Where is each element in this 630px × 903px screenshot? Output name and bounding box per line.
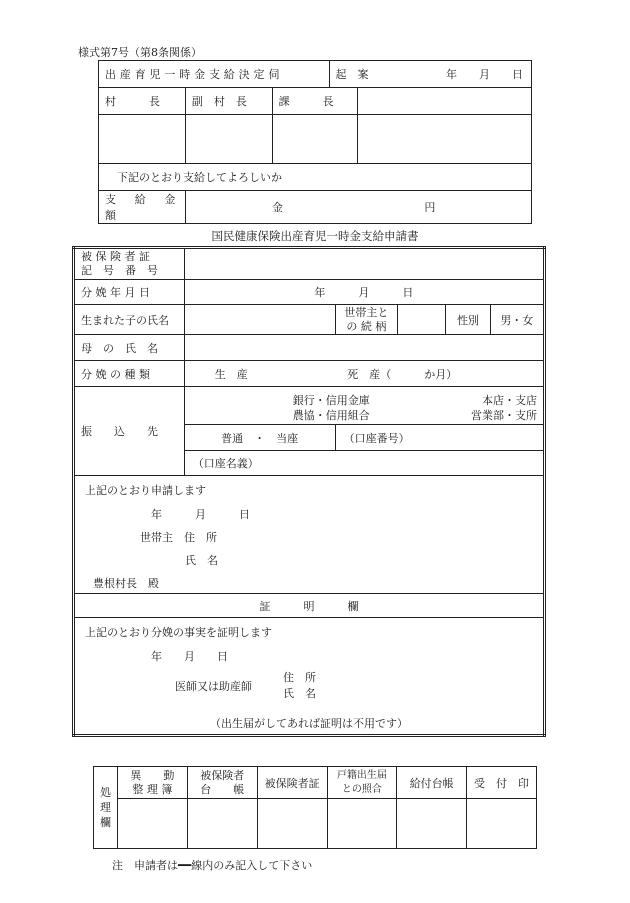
- col-uketsuke: 受 付 印: [467, 767, 537, 799]
- fukusonchou-label: 副 村 長: [185, 88, 272, 115]
- householder-address[interactable]: 世帯主 住 所: [140, 531, 217, 544]
- relation-field[interactable]: [398, 305, 446, 335]
- bank-type-2: 農協・信用組合: [292, 408, 370, 422]
- processing-label: [94, 767, 118, 849]
- bank-field[interactable]: [184, 387, 544, 425]
- col-koseki-line2: との照合: [341, 783, 382, 795]
- householder-name[interactable]: 氏 名: [185, 554, 218, 567]
- insured-label-line2: 記 号 番 号: [81, 264, 158, 277]
- child-name-label: 生まれた子の氏名: [74, 305, 185, 335]
- mother-name-field[interactable]: [184, 335, 544, 361]
- application-table: [72, 246, 546, 737]
- insured-label: [74, 248, 185, 280]
- amount-yen: 円: [424, 201, 436, 214]
- processing-label-text: 処理欄: [99, 786, 111, 829]
- col-ido-line2: 整 理 簿: [132, 782, 173, 796]
- child-name-field[interactable]: [184, 305, 335, 335]
- col-daichou: [187, 767, 257, 799]
- cert-doctor: 医師又は助産師: [175, 680, 252, 693]
- account-name-field[interactable]: （口座名義）: [184, 451, 544, 476]
- relation-label-line1: 世帯主と: [344, 305, 389, 319]
- cert-name[interactable]: 氏 名: [283, 687, 316, 700]
- cell-kyufu-seal[interactable]: [397, 799, 467, 849]
- approval-table: [98, 60, 532, 224]
- delivery-date-label: 分 娩 年 月 日: [74, 280, 185, 305]
- col-hokensha: 被保険者証: [257, 767, 327, 799]
- mother-name-label: 母 の 氏 名: [74, 335, 185, 361]
- footer-note: 注 申請者は━━線内のみ記入して下さい: [112, 859, 313, 872]
- amount-field[interactable]: [185, 191, 531, 224]
- form-title: 国民健康保険出産育児一時金支給申請書: [211, 229, 419, 243]
- account-type-field[interactable]: 普通 ・ 当座: [184, 425, 335, 451]
- col-daichou-line2: 台 帳: [200, 782, 245, 796]
- kachou-seal-field[interactable]: [272, 115, 358, 164]
- insured-label-line1: 被 保 険 者 証: [81, 250, 150, 263]
- col-koseki-line1: 戸籍出生届: [336, 769, 387, 781]
- col-ido: [117, 767, 187, 799]
- branch-type-2: 営業部・支所: [471, 408, 537, 422]
- cell-uketsuke-seal[interactable]: [467, 799, 537, 849]
- col-koseki: [327, 767, 397, 799]
- kian-cell[interactable]: [329, 61, 531, 88]
- cert-header: 証 明 欄: [74, 594, 545, 618]
- apply-text: 上記のとおり申請します: [85, 484, 206, 497]
- cert-address[interactable]: 住 所: [283, 671, 316, 684]
- cell-hokensha-seal[interactable]: [257, 799, 327, 849]
- relation-label-line2: の 続 柄: [346, 319, 387, 333]
- kachou-label: 課 長: [272, 88, 358, 115]
- extra-seal-field[interactable]: [358, 115, 532, 164]
- col-daichou-line1: 被保険者: [200, 768, 245, 782]
- fukusonchou-seal-field[interactable]: [185, 115, 272, 164]
- col-ido-line1: 異 動: [130, 768, 175, 782]
- addressee: 豊根村長 殿: [93, 577, 159, 590]
- cell-koseki-seal[interactable]: [327, 799, 397, 849]
- kian-date: 年 月 日: [446, 68, 523, 81]
- cert-section: [74, 618, 545, 736]
- cert-text: 上記のとおり分娩の事実を証明します: [85, 626, 272, 639]
- delivery-type-birth: 生 産: [214, 367, 248, 381]
- sonchou-seal-field[interactable]: [99, 115, 186, 164]
- amount-kin: 金: [271, 201, 283, 214]
- account-number-field[interactable]: （口座番号）: [335, 425, 544, 451]
- cert-date[interactable]: 年 月 日: [151, 650, 228, 663]
- processing-table: [93, 766, 537, 849]
- cert-note: （出生届がしてあれば証明は不用です）: [210, 717, 408, 730]
- bank-type-1: 銀行・信用金庫: [292, 393, 370, 407]
- relation-label: [335, 305, 397, 335]
- branch-type-1: 本店・支店: [482, 393, 537, 407]
- amount-label: 支 給 金 額: [99, 191, 186, 224]
- delivery-type-death: 死 産（ か月）: [347, 367, 458, 381]
- delivery-date-field[interactable]: 年 月 日: [184, 280, 544, 305]
- gender-label: 性別: [446, 305, 490, 335]
- approval-title: 出産育児一時金支給決定伺: [99, 61, 330, 88]
- delivery-type-label: 分 娩 の 種 類: [74, 361, 185, 387]
- form-label: 様式第7号（第8条関係）: [78, 46, 202, 59]
- delivery-type-field[interactable]: [184, 361, 544, 387]
- kian-label: 起 案: [335, 68, 369, 81]
- cell-ido-seal[interactable]: [117, 799, 187, 849]
- cell-daichou-seal[interactable]: [187, 799, 257, 849]
- apply-section: [74, 476, 545, 594]
- insured-number-field[interactable]: [184, 248, 544, 280]
- approval-confirm: 下記のとおり支給してよろしいか: [99, 164, 532, 191]
- col-kyufu: 給付台帳: [397, 767, 467, 799]
- gender-field[interactable]: 男・女: [490, 305, 544, 335]
- transfer-label: 振 込 先: [74, 387, 185, 476]
- apply-date[interactable]: 年 月 日: [151, 508, 250, 521]
- sonchou-label: 村 長: [99, 88, 186, 115]
